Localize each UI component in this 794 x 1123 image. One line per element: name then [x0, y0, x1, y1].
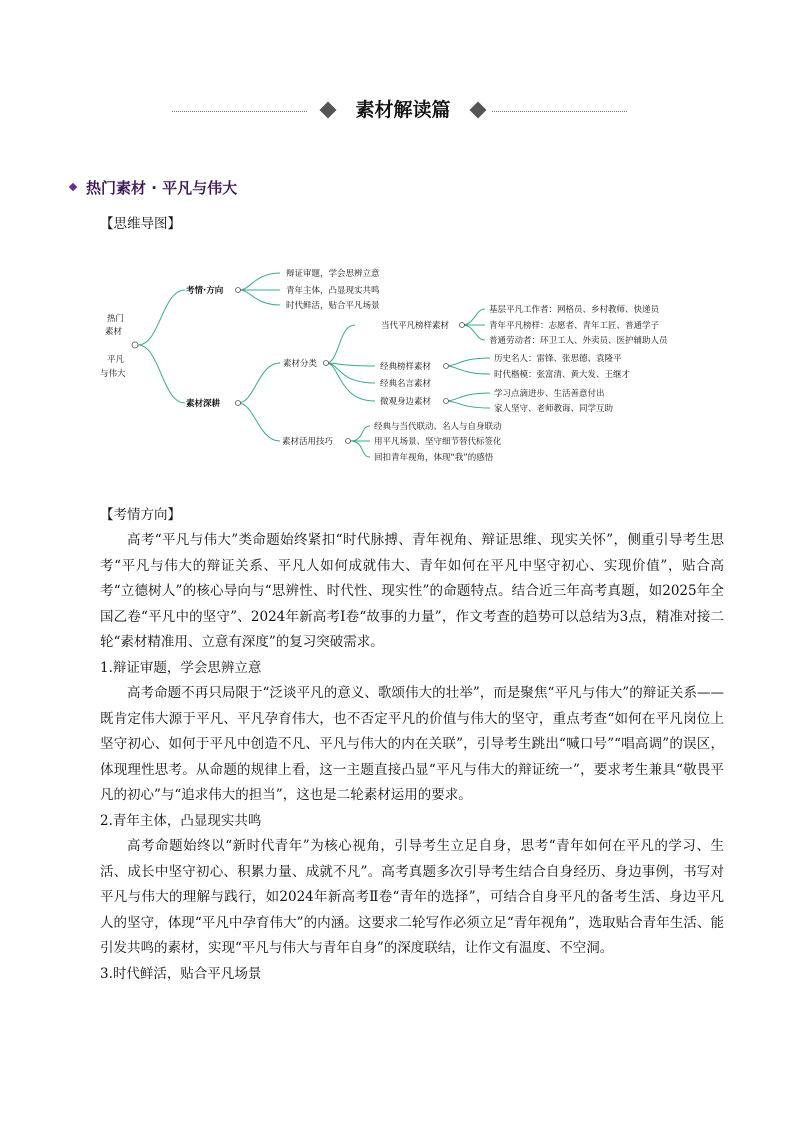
mindmap-root-line: 热门: [107, 314, 125, 324]
mind-map: [90, 255, 740, 470]
mindmap-branch-sucai: 素材深耕: [186, 399, 221, 409]
mindmap-leaf: 普通劳动者：环卫工人、外卖员、医护辅助人员: [489, 336, 668, 346]
mindmap-node-category: 素材分类: [283, 359, 318, 369]
banner-title: 素材解读篇: [355, 99, 451, 121]
point-3-title: 3.时代鲜活，贴合平凡场景: [100, 965, 262, 982]
point-2-title: 2.青年主体，凸显现实共鸣: [100, 812, 262, 829]
section-banner: [0, 95, 794, 125]
mindmap-node-quote: 经典名言素材: [380, 379, 432, 389]
mindmap-leaf: 回扣青年视角，体现“我”的感悟: [374, 453, 494, 463]
article-body: [100, 528, 724, 987]
mindmap-leaf: 历史名人：雷锋、张思德、袁隆平: [494, 354, 622, 364]
mindmap-leaf: 经典与当代联动、名人与自身联动: [374, 422, 502, 432]
point-1-text: 高考命题不再只局限于“泛谈平凡的意义、歌颂伟大的壮举”，而是聚焦“平凡与伟大”的辩证关系——既肯定伟大源于平凡、平凡孕育伟大，也不否定平凡的价值与伟大的坚守，重点考查“如何在平凡岗位上坚守初心、如何于平凡中创造不凡、平凡与伟大的内在关联”，引导考生跳出“喊口号”“唱高调”的误区，体现理性思考。从命题的规律上看，这一主题直接凸显“平凡与伟大的辩证统一”，要求考生兼具“敬畏平凡的初心”与“追求伟大的担当”，这也是二轮素材运用的要求。: [100, 685, 724, 803]
kaoqing-label: 【考情方向】: [100, 507, 181, 523]
mindmap-node-micro: 微观身边素材: [380, 397, 432, 407]
mindmap-leaf: 青年平凡榜样：志愿者、青年工匠、普通学子: [489, 321, 660, 331]
mindmap-leaf: 家人坚守、老师教诲、同学互助: [494, 404, 614, 414]
mindmap-root-line: 平凡: [107, 355, 125, 365]
mindmap-leaf: 青年主体，凸显现实共鸣: [286, 286, 380, 296]
point-2-text: 高考命题始终以“新时代青年”为核心视角，引导考生立足自身，思考“青年如何在平凡的学习、生活、成长中坚守初心、积累力量、成就不凡”。高考真题多次引导考生结合自身经历、身边事例，书写对平凡与伟大的理解与践行，如2024年新高考Ⅱ卷“青年的选择”，可结合自身平凡的备考生活、身边平凡人的坚守，体现“平凡中孕育伟大”的内涵。这要求二轮写作必须立足“青年视角”，选取贴合青年生活、能引发共鸣的素材，实现“平凡与伟大与青年自身”的深度联结，让作文有温度、不空洞。: [100, 838, 724, 956]
point-1-title: 1.辩证审题，学会思辨立意: [100, 659, 262, 676]
mindmap-branch-kaoqing: 考情·方向: [186, 286, 224, 296]
mindmap-leaf: 学习点滴进步、生活善意付出: [494, 389, 605, 399]
mindmap-root-line: 与伟大: [100, 369, 126, 379]
mindmap-leaf: 时代鲜活，贴合平凡场景: [286, 301, 380, 311]
section-title: 热门素材 · 平凡与伟大: [86, 178, 238, 197]
intro-paragraph: 高考“平凡与伟大”类命题始终紧扣“时代脉搏、青年视角、辩证思维、现实关怀”，侧重引导考生思考“平凡与伟大的辩证关系、平凡人如何成就伟大、青年如何在平凡中坚守初心、实现价值”，贴合高考“立德树人”的核心导向与“思辨性、时代性、现实性”的命题特点。结合近三年高考真题，如2025年全国乙卷“平凡中的坚守”、2024年新高考Ⅰ卷“故事的力量”，作文考查的趋势可以总结为3点，精准对接二轮“素材精准用、立意有深度”的复习突破需求。: [100, 532, 724, 650]
mindmap-label: 【思维导图】: [100, 216, 181, 232]
banner-divider-right: [492, 111, 627, 112]
mindmap-node-classic: 经典榜样素材: [380, 362, 432, 372]
mindmap-node-usage: 素材活用技巧: [282, 437, 334, 447]
mindmap-leaf: 时代楷模：张富清、黄大发、王继才: [494, 370, 631, 380]
mindmap-root-line: 素材: [105, 327, 123, 337]
section-heading: [70, 176, 237, 198]
mindmap-leaf: 基层平凡工作者：网格员、乡村教师、快递员: [489, 305, 660, 315]
diamond-icon: [470, 102, 487, 119]
mindmap-leaf: 用平凡场景、坚守细节替代标签化: [374, 437, 502, 447]
mindmap-node-contemporary: 当代平凡榜样素材: [381, 321, 450, 331]
diamond-icon: [320, 102, 337, 119]
mindmap-leaf: 辩证审题，学会思辨立意: [286, 269, 380, 279]
diamond-bullet-icon: [69, 183, 77, 191]
banner-divider-left: [172, 111, 307, 112]
